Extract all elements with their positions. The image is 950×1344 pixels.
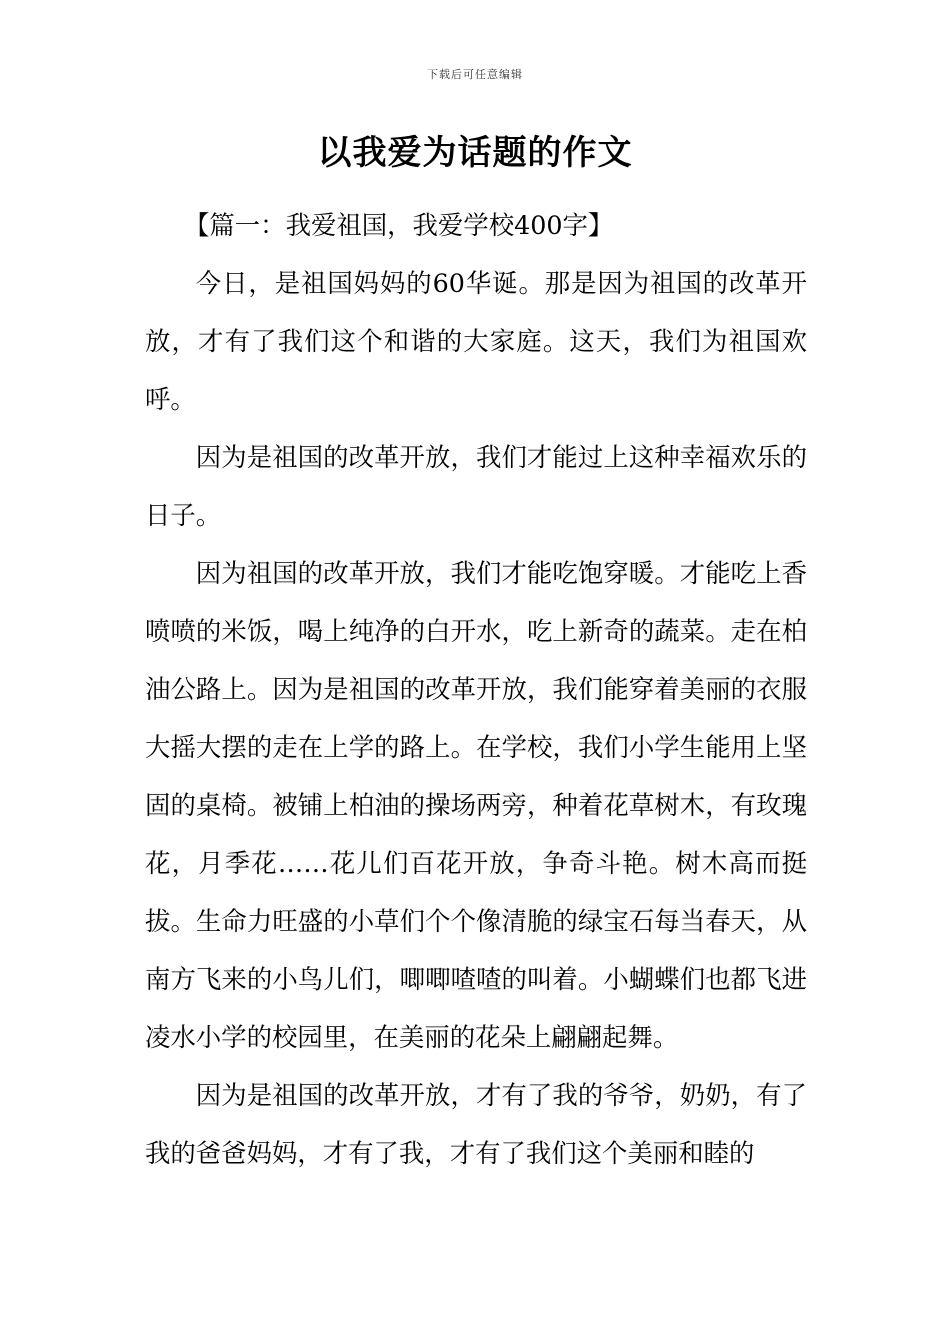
document-body bbox=[145, 196, 807, 1182]
document-title: 以我爱为话题的作文 bbox=[317, 133, 633, 173]
body-paragraph-1: 今日，是祖国妈妈的60华诞。那是因为祖国的改革开放，才有了我们这个和谐的大家庭。这天，我们为祖国欢呼。 bbox=[145, 268, 807, 414]
body-paragraph-4: 因为是祖国的改革开放，才有了我的爷爷，奶奶，有了我的爸爸妈妈，才有了我，才有了我们这个美丽和睦的 bbox=[145, 1080, 807, 1168]
page-header-note: 下载后可任意编辑 bbox=[427, 68, 523, 81]
section-heading: 【篇一：我爱祖国，我爱学校400字】 bbox=[184, 210, 614, 240]
body-paragraph-2: 因为是祖国的改革开放，我们才能过上这种幸福欢乐的日子。 bbox=[145, 442, 807, 530]
body-paragraph-3: 因为祖国的改革开放，我们才能吃饱穿暖。才能吃上香喷喷的米饭，喝上纯净的白开水，吃上新奇的蔬菜。走在柏油公路上。因为是祖国的改革开放，我们能穿着美丽的衣服大摇大摆的走在上学的路上。在学校，我们小学生能用上坚固的桌椅。被铺上柏油的操场两旁，种着花草树木，有玫瑰花，月季花……花儿们百花开放，争奇斗艳。树木高而挺拔。生命力旺盛的小草们个个像清脆的绿宝石每当春天，从南方飞来的小鸟儿们，唧唧喳喳的叫着。小蝴蝶们也都飞进凌水小学的校园里，在美丽的花朵上翩翩起舞。 bbox=[145, 558, 807, 1052]
